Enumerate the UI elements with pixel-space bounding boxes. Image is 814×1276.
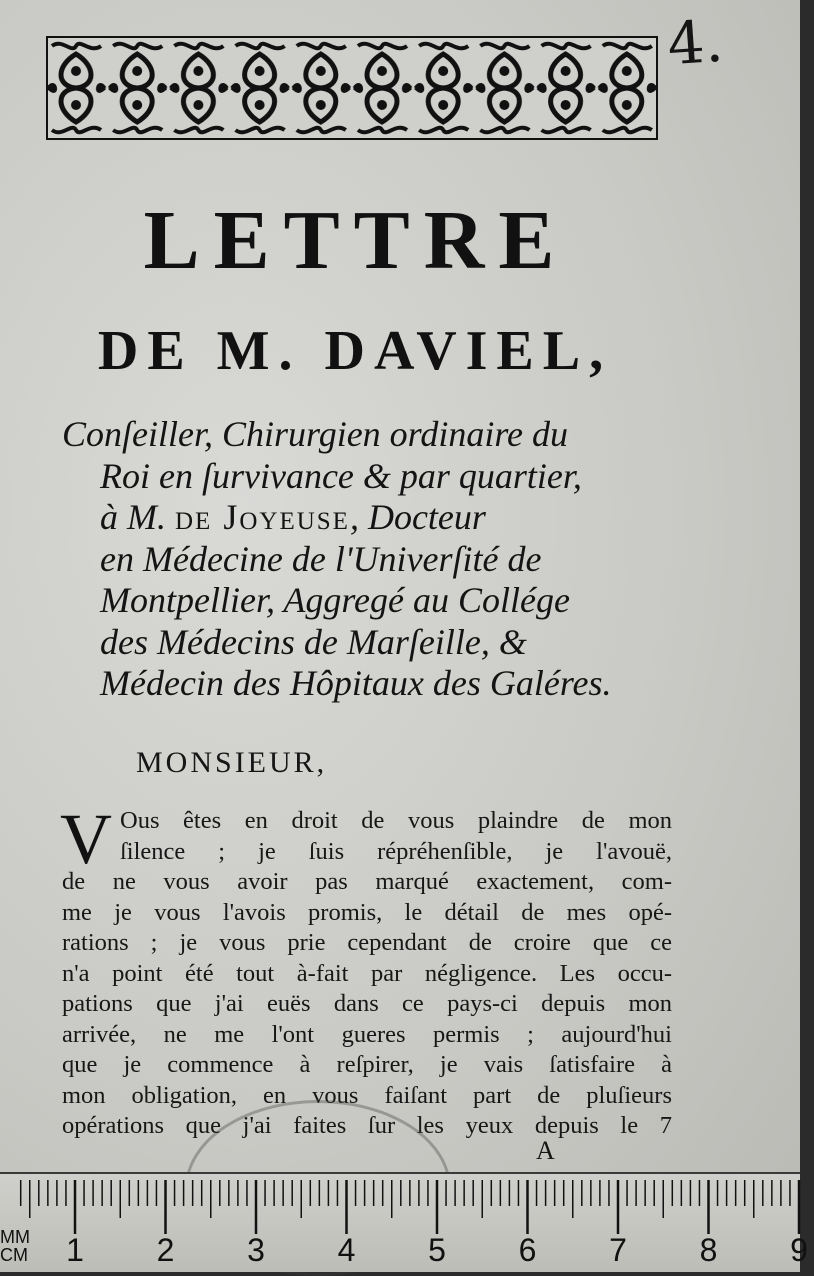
document-subtitle: DE M. DAVIEL,: [97, 320, 613, 382]
ruler-number: 8: [699, 1232, 718, 1268]
body-line: Ous êtes en droit de vous plaindre de mon: [120, 807, 672, 834]
body-line: opérations que j'ai faites ſur les yeux depuis le 7: [62, 1112, 672, 1139]
dedication-line: Roi en ſurvivance & par quartier,: [100, 455, 582, 496]
body-line: rations ; je vous prie cependant de croire que ce: [62, 929, 672, 956]
ruler-number: 7: [609, 1232, 627, 1268]
body-line: mon obligation, en vous faiſant part de pluſieurs: [62, 1081, 672, 1109]
drop-cap: V: [60, 799, 112, 879]
ruler-number: 1: [66, 1232, 84, 1268]
ruler-number: 9: [790, 1232, 808, 1268]
dedication-suffix: , Docteur: [349, 497, 486, 537]
ruler-unit-text: MM: [0, 1227, 30, 1247]
dedication-line: Médecin des Hôpitaux des Galéres.: [100, 663, 612, 703]
ruler-number: 4: [337, 1232, 356, 1268]
ruler-unit-label: [0, 1228, 44, 1268]
measurement-ruler: [0, 1172, 800, 1272]
body-line: arrivée, ne me l'ont gueres permis ; aujourd'hui: [62, 1020, 672, 1048]
dedication-line: des Médecins de Marſeille, &: [100, 621, 527, 662]
ruler-ticks: [0, 1174, 800, 1272]
dedication-line: Conſeiller, Chirurgien ordinaire du: [62, 414, 569, 454]
body-line: n'a point été tout à-fait par négligence. Les occu-: [62, 959, 672, 987]
signature-mark: A: [536, 1136, 555, 1165]
ruler-unit-text: CM: [0, 1245, 28, 1265]
body-line: de ne vous avoir pas marqué exactement, com-: [62, 868, 672, 895]
dedication-line: [62, 497, 672, 539]
dedication-prefix: à M.: [100, 497, 175, 537]
ruler-number: 6: [518, 1232, 537, 1268]
recipient-name: de Joyeuse: [175, 497, 350, 537]
salutation: MONSIEUR,: [136, 746, 328, 779]
body-line: pations que j'ai euës dans ce pays-ci depuis mon: [62, 990, 672, 1017]
dedication-block: [62, 414, 672, 714]
ornamental-header-band: [46, 36, 658, 140]
ruler-number: 3: [247, 1232, 265, 1268]
dedication-line: Montpellier, Aggregé au Collége: [100, 580, 570, 620]
body-text: [60, 799, 672, 1146]
body-line: ſilence ; je ſuis répréhenſible, je l'avouë,: [120, 837, 672, 865]
body-line: me je vous l'avois promis, le détail de mes opé-: [62, 898, 672, 926]
body-line: que je commence à reſpirer, je vais ſatisfaire à: [62, 1051, 672, 1078]
document-title: LETTRE: [143, 194, 569, 287]
dedication-line: en Médecine de l'Univerſité de: [100, 538, 542, 579]
page-number: 4.: [665, 6, 726, 79]
ruler-number: 5: [428, 1232, 446, 1268]
ruler-number: 2: [156, 1232, 175, 1268]
